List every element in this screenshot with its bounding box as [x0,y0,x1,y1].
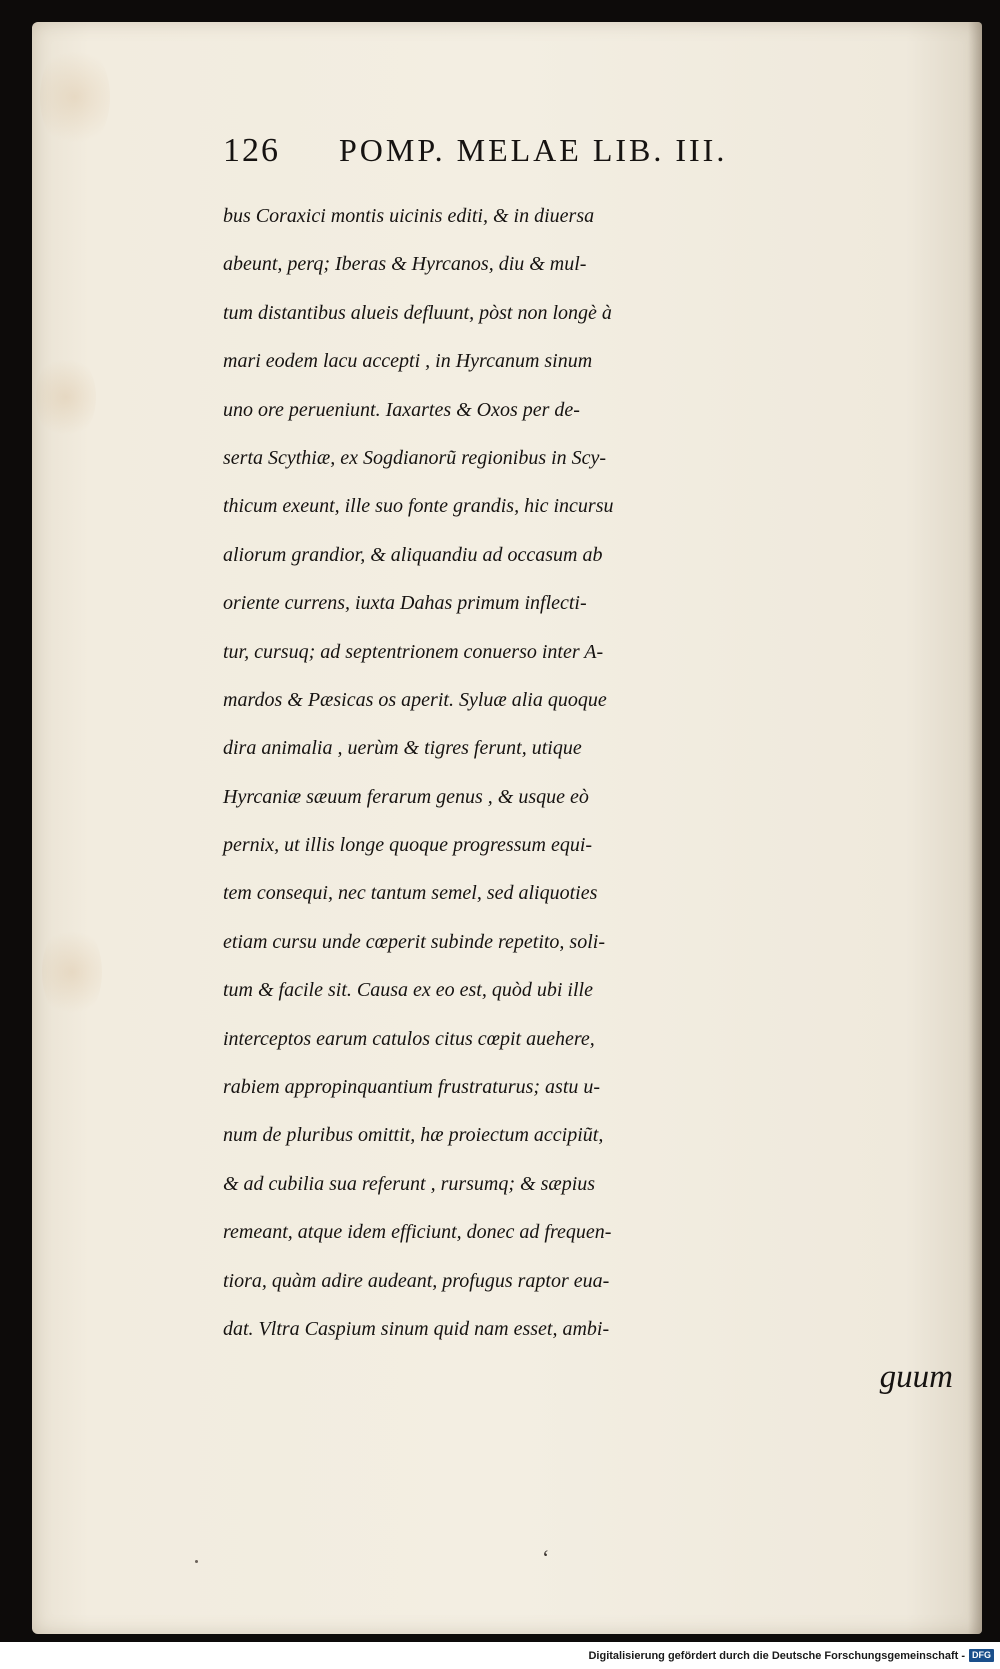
paper-speck [195,1560,198,1563]
text-block [223,132,953,1402]
text-line: tem consequi, nec tantum semel, sed aliquoties [223,882,598,905]
signature-mark: ‘ [542,1545,550,1570]
text-line: rabiem appropinquantium frustraturus; astu u- [223,1076,601,1099]
text-line: uno ore perueniunt. Iaxartes & Oxos per de- [223,398,580,421]
running-head [223,132,953,192]
dfg-logo-icon: DFG [969,1649,994,1662]
credit-text: Digitalisierung gefördert durch die Deutsche Forschungsgemeinschaft - [588,1649,965,1662]
running-title: POMP. MELAE LIB. III. [339,132,728,168]
catchword: guum [879,1359,953,1396]
paper-stain [36,352,96,442]
text-line: thicum exeunt, ille suo fonte grandis, hic incursu [223,495,614,518]
text-line: tur, cursuq; ad septentrionem conuerso inter A- [223,640,604,663]
footer-credit [588,1649,994,1662]
text-line: remeant, atque idem efficiunt, donec ad frequen- [223,1221,612,1244]
text-line: mari eodem lacu accepti , in Hyrcanum sinum [223,350,593,373]
page-edge-shadow [968,22,982,1634]
paper-stain [40,42,110,152]
text-line: bus Coraxici montis uicinis editi, & in diuersa [223,205,595,227]
text-line: oriente currens, iuxta Dahas primum inflecti- [223,592,587,615]
body-text [223,192,953,1353]
text-line: abeunt, perq; Iberas & Hyrcanos, diu & mul- [223,253,587,276]
text-line: dira animalia , uerùm & tigres ferunt, utique [223,737,582,760]
page-number: 126 [223,132,280,169]
text-line: etiam cursu unde cœperit subinde repetito, soli- [223,930,605,953]
text-line: pernix, ut illis longe quoque progressum equi- [223,834,593,857]
text-line: interceptos earum catulos citus cœpit auehere, [223,1027,595,1050]
text-line: tiora, quàm adire audeant, profugus raptor eua- [223,1269,610,1292]
text-line: dat. Vltra Caspium sinum quid nam esset, ambi- [223,1317,610,1340]
text-line: serta Scythiæ, ex Sogdianorũ regionibus in Scy- [223,446,607,469]
text-line: mardos & Pæsicas os aperit. Syluæ alia quoque [223,688,607,711]
text-line: num de pluribus omittit, hæ proiectum accipiũt, [223,1124,604,1147]
text-line: tum distantibus alueis defluunt, pòst non longè à [223,301,612,324]
text-line: & ad cubilia sua referunt , rursumq; & sæpius [223,1172,596,1195]
text-line: tum & facile sit. Causa ex eo est, quòd ubi ille [223,979,593,1002]
text-line: Hyrcaniæ sæuum ferarum genus , & usque eò [223,785,589,808]
paper-stain [42,922,102,1022]
text-line: aliorum grandior, & aliquandiu ad occasum ab [223,543,603,566]
